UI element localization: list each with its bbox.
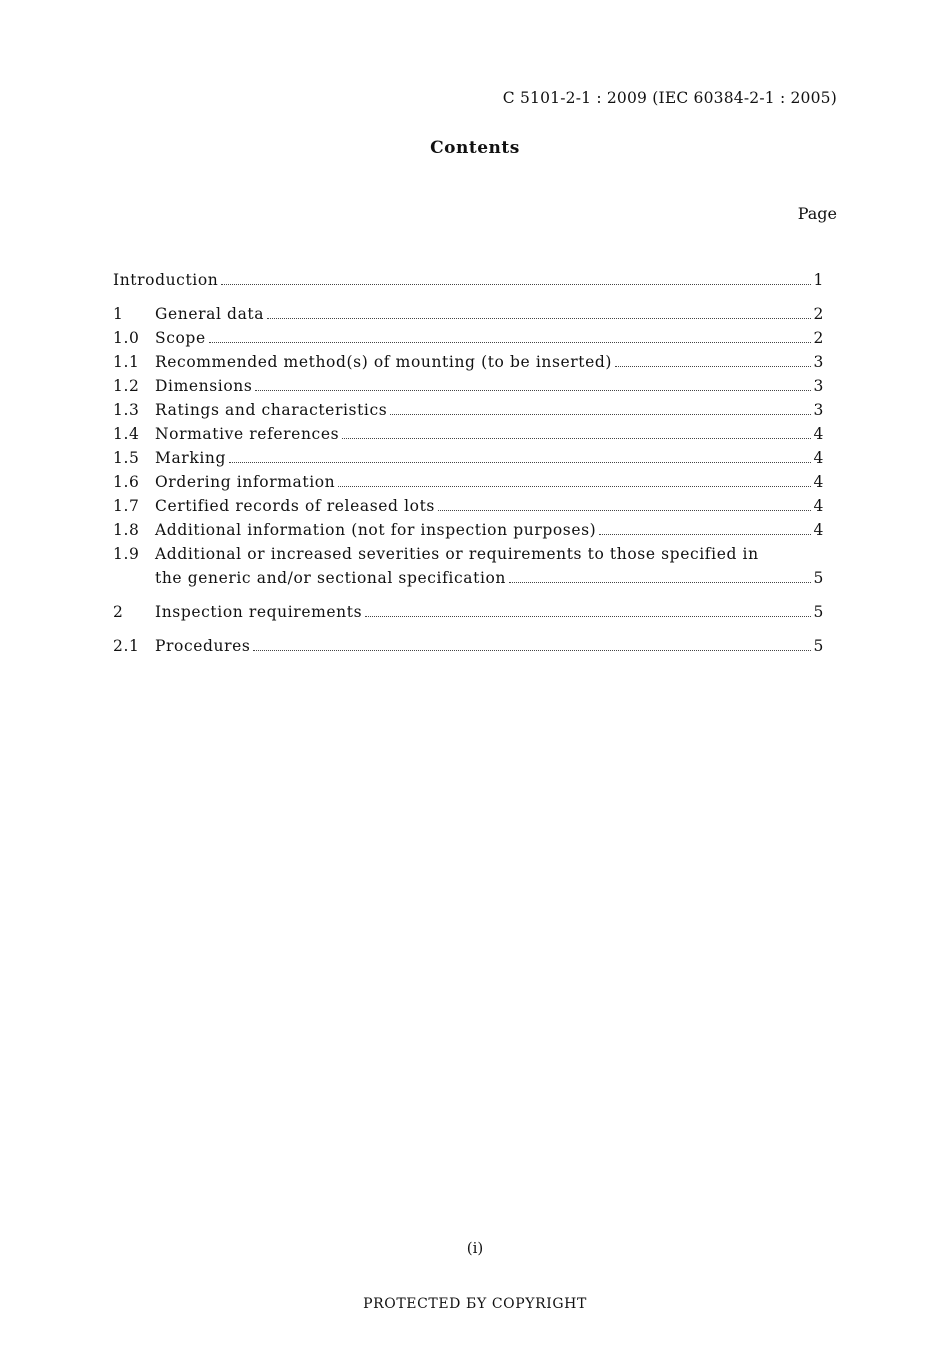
toc-page-number: 1 [813,271,824,289]
toc-entry-1-5[interactable] [113,444,824,468]
toc-page-number: 3 [813,377,824,395]
dot-leader [615,366,810,367]
toc-entry-title: Inspection requirements [155,603,363,621]
dot-leader [209,342,811,343]
toc-entry-title-line-2: the generic and/or sectional specification [155,569,507,587]
toc-page-number: 5 [813,637,824,655]
dot-leader [267,318,810,319]
dot-leader [342,438,810,439]
toc-page-number: 4 [813,497,824,515]
toc-entry-1-7[interactable] [113,492,824,516]
toc-entry-1[interactable] [113,300,824,324]
toc-entry-1-1[interactable] [113,348,824,372]
table-of-contents [113,266,824,656]
toc-section-number: 1.0 [113,329,140,347]
toc-entry-1-2[interactable] [113,372,824,396]
toc-entry-title: Introduction [113,271,219,289]
dot-leader [229,462,811,463]
toc-entry-1-0[interactable] [113,324,824,348]
toc-entry-1-8[interactable] [113,516,824,540]
dot-leader [253,650,810,651]
dot-leader [390,414,810,415]
dot-leader [338,486,810,487]
toc-entry-introduction[interactable] [113,266,824,290]
toc-entry-1-6[interactable] [113,468,824,492]
toc-section-number: 1.2 [113,377,140,395]
dot-leader [221,284,810,285]
toc-section-number: 1.6 [113,473,140,491]
toc-section-number: 1.7 [113,497,140,515]
toc-section-number: 1 [113,305,124,323]
toc-entry-title: Normative references [155,425,340,443]
dot-leader [365,616,810,617]
toc-entry-title: Marking [155,449,226,467]
toc-page-number: 2 [813,329,824,347]
toc-section-number: 2.1 [113,637,140,655]
toc-section-number: 1.4 [113,425,140,443]
toc-entry-title: Dimensions [155,377,253,395]
copyright-notice: PROTECTED БY COPYRIGHT [363,1296,587,1312]
toc-entry-title: Recommended method(s) of mounting (to be inserted) [155,353,613,371]
page-title: Contents [430,138,520,158]
toc-entry-1-9[interactable] [113,540,824,588]
toc-entry-1-4[interactable] [113,420,824,444]
toc-page-number: 3 [813,353,824,371]
toc-entry-title: Ratings and characteristics [155,401,388,419]
toc-page-number: 2 [813,305,824,323]
toc-entry-title-line-1: Additional or increased severities or requirements to those specified in [155,545,759,563]
toc-page-number: 5 [813,569,824,587]
toc-page-number: 5 [813,603,824,621]
toc-entry-title: Certified records of released lots [155,497,435,515]
toc-entry-title: Procedures [155,637,251,655]
toc-section-number: 1.8 [113,521,140,539]
dot-leader [255,390,810,391]
toc-page-number: 4 [813,425,824,443]
toc-section-number: 1.9 [113,545,140,563]
toc-page-number: 4 [813,521,824,539]
toc-entry-1-3[interactable] [113,396,824,420]
document-identifier: C 5101-2-1 : 2009 (IEC 60384-2-1 : 2005) [502,89,837,107]
dot-leader [599,534,810,535]
toc-section-number: 1.3 [113,401,140,419]
toc-page-number: 3 [813,401,824,419]
toc-section-number: 1.1 [113,353,140,371]
toc-section-number: 1.5 [113,449,140,467]
dot-leader [509,582,811,583]
toc-entry-title: Ordering information [155,473,336,491]
toc-entry-2[interactable] [113,598,824,622]
toc-entry-2-1[interactable] [113,632,824,656]
toc-entry-title: General data [155,305,265,323]
page-column-label: Page [797,204,837,223]
toc-entry-title: Scope [155,329,206,347]
toc-page-number: 4 [813,449,824,467]
toc-page-number: 4 [813,473,824,491]
toc-section-number: 2 [113,603,124,621]
toc-entry-title: Additional information (not for inspection purposes) [155,521,597,539]
dot-leader [438,510,811,511]
page-number: (i) [466,1239,484,1257]
